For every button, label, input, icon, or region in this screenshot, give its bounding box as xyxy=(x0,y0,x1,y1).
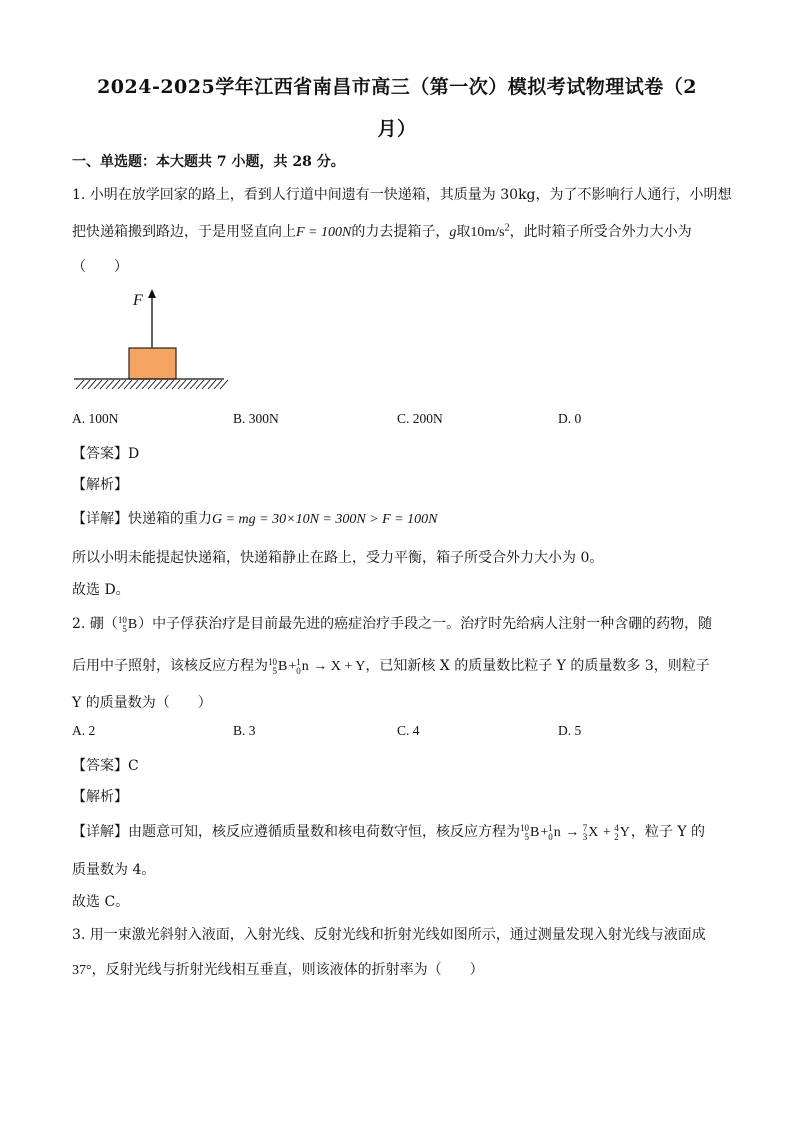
q2-balanced-equation: 10 5 B+ 1 0 n → 7 3 X + 4 2 Y xyxy=(520,822,630,842)
q2-option-a[interactable]: A. 2 xyxy=(72,723,96,738)
q2-detail: 【详解】由题意可知，核反应遵循质量数和核电荷数守恒，核反应方程为 10 5 B+ 1 0 n → 7 3 X + 4 2 Y，粒子 Y 的 xyxy=(72,822,706,842)
q2-option-b[interactable]: B. 3 xyxy=(233,723,256,738)
q1-line3: （ ） xyxy=(72,259,128,275)
q1-analysis-label: 【解析】 xyxy=(72,477,128,493)
q1-option-b[interactable]: B. 300N xyxy=(233,411,279,426)
q1-answer: 【答案】D xyxy=(72,446,140,462)
q2-line1: 2. 硼（ 10 5 B）中子俘获治疗是目前最先进的癌症治疗手段之一。治疗时先给病人注射一种含硼的药物，随 xyxy=(72,614,713,634)
q1-option-d[interactable]: D. 0 xyxy=(558,411,582,426)
q1-gravity-formula: G = mg = 30×10N = 300N > F = 100N xyxy=(212,512,438,527)
q1-force-formula: F = 100N xyxy=(296,225,352,240)
q1-accel: 10m/s xyxy=(470,225,505,240)
q2-choose: 故选 C。 xyxy=(72,894,130,910)
q3-line2: 37°，反射光线与折射光线相互垂直，则该液体的折射率为（ ） xyxy=(72,962,484,978)
q1-detail-line2: 所以小明未能提起快递箱，快递箱静止在路上，受力平衡，箱子所受合外力大小为 0。 xyxy=(72,550,604,566)
q2-detail-line2: 质量数为 4。 xyxy=(72,862,156,878)
q3-angle: 37° xyxy=(72,963,92,978)
q2-analysis-label: 【解析】 xyxy=(72,789,128,805)
q1-line1: 1. 小明在放学回家的路上，看到人行道中间遗有一快递箱，其质量为 30kg，为了不影响行人通行，小明想 xyxy=(72,187,732,203)
ground-hatch xyxy=(76,380,228,389)
q1-line2: 把快递箱搬到路边，于是用竖直向上F = 100N的力去提箱子，g取$10m/s^2$，此时箱子所受合外力大小为 xyxy=(72,222,692,240)
q1-figure xyxy=(70,288,230,394)
q2-option-d[interactable]: D. 5 xyxy=(558,723,582,738)
q2-line2: 后用中子照射，该核反应方程为 10 5 B+ 1 0 n → X + Y，已知新核 X 的质量数比粒子 Y 的质量数多 3，则粒子 xyxy=(72,656,710,676)
q3-line1: 3. 用一束激光斜射入液面，入射光线、反射光线和折射光线如图所示，通过测量发现入射光线与液面成 xyxy=(72,927,706,943)
box xyxy=(129,348,176,379)
page-title-continued: 月） xyxy=(377,118,417,140)
page-title: 2024-2025学年江西省南昌市高三（第一次）模拟考试物理试卷（2 xyxy=(97,76,697,98)
force-label: F xyxy=(133,292,143,309)
q1-detail: 【详解】快递箱的重力G = mg = 30×10N = 300N > F = 100N xyxy=(72,511,438,527)
boron-nuclide: 10 5 B xyxy=(117,614,138,634)
q2-reaction-equation: 10 5 B+ 1 0 n → X + Y xyxy=(268,656,366,676)
q1-choose: 故选 D。 xyxy=(72,582,130,598)
q1-option-c[interactable]: C. 200N xyxy=(397,411,443,426)
q1-option-a[interactable]: A. 100N xyxy=(72,411,119,426)
q2-answer: 【答案】C xyxy=(72,758,139,774)
section-heading: 一、单选题：本大题共 7 小题，共 28 分。 xyxy=(72,154,345,170)
force-arrowhead xyxy=(148,289,156,298)
q2-line3: Y 的质量数为（ ） xyxy=(72,695,212,711)
q2-option-c[interactable]: C. 4 xyxy=(397,723,420,738)
